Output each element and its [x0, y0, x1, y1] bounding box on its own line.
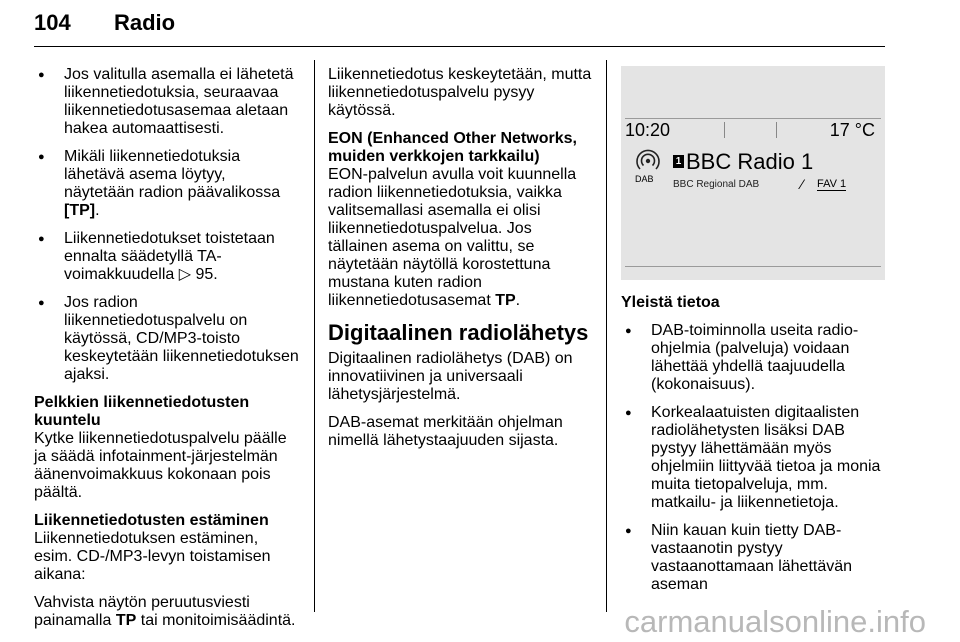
paragraph: DAB-asemat merkitään ohjelman nimellä lähetystaajuuden sijasta.	[328, 414, 563, 449]
bullet-text: Jos valitulla asemalla ei lähetetä liikennetiedotuksia, seuraavaa liikennetiedotusasemaa aletaan hakea automaattisesti.	[64, 66, 294, 137]
tp-tag: [TP]	[64, 202, 96, 219]
column-divider-2	[606, 60, 607, 612]
watermark: carmanualsonline.info	[624, 604, 926, 639]
paragraph: Liikennetiedotus keskeytetään, mutta liikennetiedotuspalvelu pysyy käytössä.	[328, 66, 592, 119]
fav-slash-icon: ⁄	[801, 176, 804, 192]
list-item	[34, 66, 300, 138]
bullet-text: Jos radion liikennetiedotuspalvelu on käytössä, CD/MP3-toisto keskeytetään liikennetiedotuksen ajaksi.	[64, 294, 299, 383]
text: tai monitoimisäädintä.	[140, 612, 296, 629]
text: Vahvista näytön peruutusviesti painamalla	[34, 594, 250, 629]
list-item	[34, 230, 300, 284]
paragraph	[34, 594, 300, 630]
bullet-text: DAB-toiminnolla useita radio-ohjelmia (palveluja) voidaan lähettää yhdellä taajuudella (kokonaisuus).	[651, 322, 859, 393]
clock-time: 10:20	[625, 120, 671, 140]
bullet-text: Liikennetiedotukset toistetaan ennalta säädetyllä TA-voimakkuudella	[64, 230, 275, 283]
radio-display-image	[621, 66, 885, 280]
display-bottom-border	[625, 266, 881, 267]
bullet-list-1	[34, 66, 300, 384]
subheading-block-traffic: Liikennetiedotusten estäminen	[34, 512, 269, 529]
subheading-traffic-only: Pelkkien liikennetiedotusten kuuntelu	[34, 394, 250, 429]
list-item	[34, 294, 300, 384]
paragraph: Digitaalinen radiolähetys (DAB) on innovatiivinen ja universaali lähetysjärjestelmä.	[328, 350, 573, 403]
display-top-border	[625, 118, 881, 119]
bullet-text: Korkealaatuisten digitaalisten radiolähetysten lisäksi DAB pystyy lähettämään myös ohjelmiin liittyvää tietoa ja monia muita tietopalveluja, mm. matkailu- ja liikennetietoja.	[651, 404, 881, 511]
paragraph	[328, 166, 594, 310]
punctuation: .	[95, 202, 100, 219]
list-item	[621, 522, 887, 594]
punctuation: .	[515, 292, 521, 309]
bullet-list-3	[621, 322, 887, 594]
station-name: BBC Radio 1	[686, 149, 814, 174]
paragraph: Kytke liikennetiedotuspalvelu päälle ja säädä infotainment-järjestelmän äänenvoimakkuus kokonaan pois päältä.	[34, 430, 287, 501]
page-header	[34, 0, 885, 50]
dab-label: DAB	[635, 174, 654, 184]
divider-tick	[776, 122, 777, 138]
bullet-text: Mikäli liikennetiedotuksia lähetävä asema löytyy, näytetään radion päävalikossa	[64, 148, 281, 201]
column-1	[34, 66, 300, 640]
list-item	[34, 148, 300, 220]
dab-signal-icon	[635, 148, 661, 174]
paragraph: Liikennetiedotuksen estäminen, esim. CD-/MP3-levyn toistamisen aikana:	[34, 530, 271, 583]
list-item	[621, 404, 887, 512]
tp-button-label: TP	[115, 612, 137, 629]
subheading-general-info: Yleistä tietoa	[621, 294, 720, 311]
ensemble-name: BBC Regional DAB	[673, 179, 760, 190]
column-3	[621, 294, 887, 604]
column-2	[328, 66, 594, 460]
favourites-label: FAV 1	[817, 178, 847, 190]
preset-badge: 1	[673, 155, 684, 168]
column-divider-1	[314, 60, 315, 612]
text: EON-palvelun avulla voit kuunnella radion liikennetiedotuksia, vaikka valitsemallasi asemalla ei olisi liikennetiedotuspalvelua. Jos tällainen asema on valittu, se näytetään näytöllä korostettuna mustana kuten radion liikennetiedotusasemat	[328, 166, 577, 309]
page-number: 104	[34, 10, 71, 35]
divider-tick	[724, 122, 725, 138]
tp-label: TP	[495, 292, 516, 309]
header-divider	[34, 46, 885, 47]
section-title: Radio	[114, 10, 176, 35]
bullet-text: Niin kauan kuin tietty DAB-vastaanotin pystyy vastaanottamaan lähettävän aseman	[651, 522, 853, 593]
list-item	[621, 322, 887, 394]
temperature: 17 °C	[829, 120, 875, 140]
subheading-eon: EON (Enhanced Other Networks, muiden verkkojen tarkkailu)	[328, 130, 577, 165]
section-heading-dab: Digitaalinen radiolähetys	[328, 320, 589, 345]
page-reference-link[interactable]: ▷ 95.	[178, 266, 218, 283]
